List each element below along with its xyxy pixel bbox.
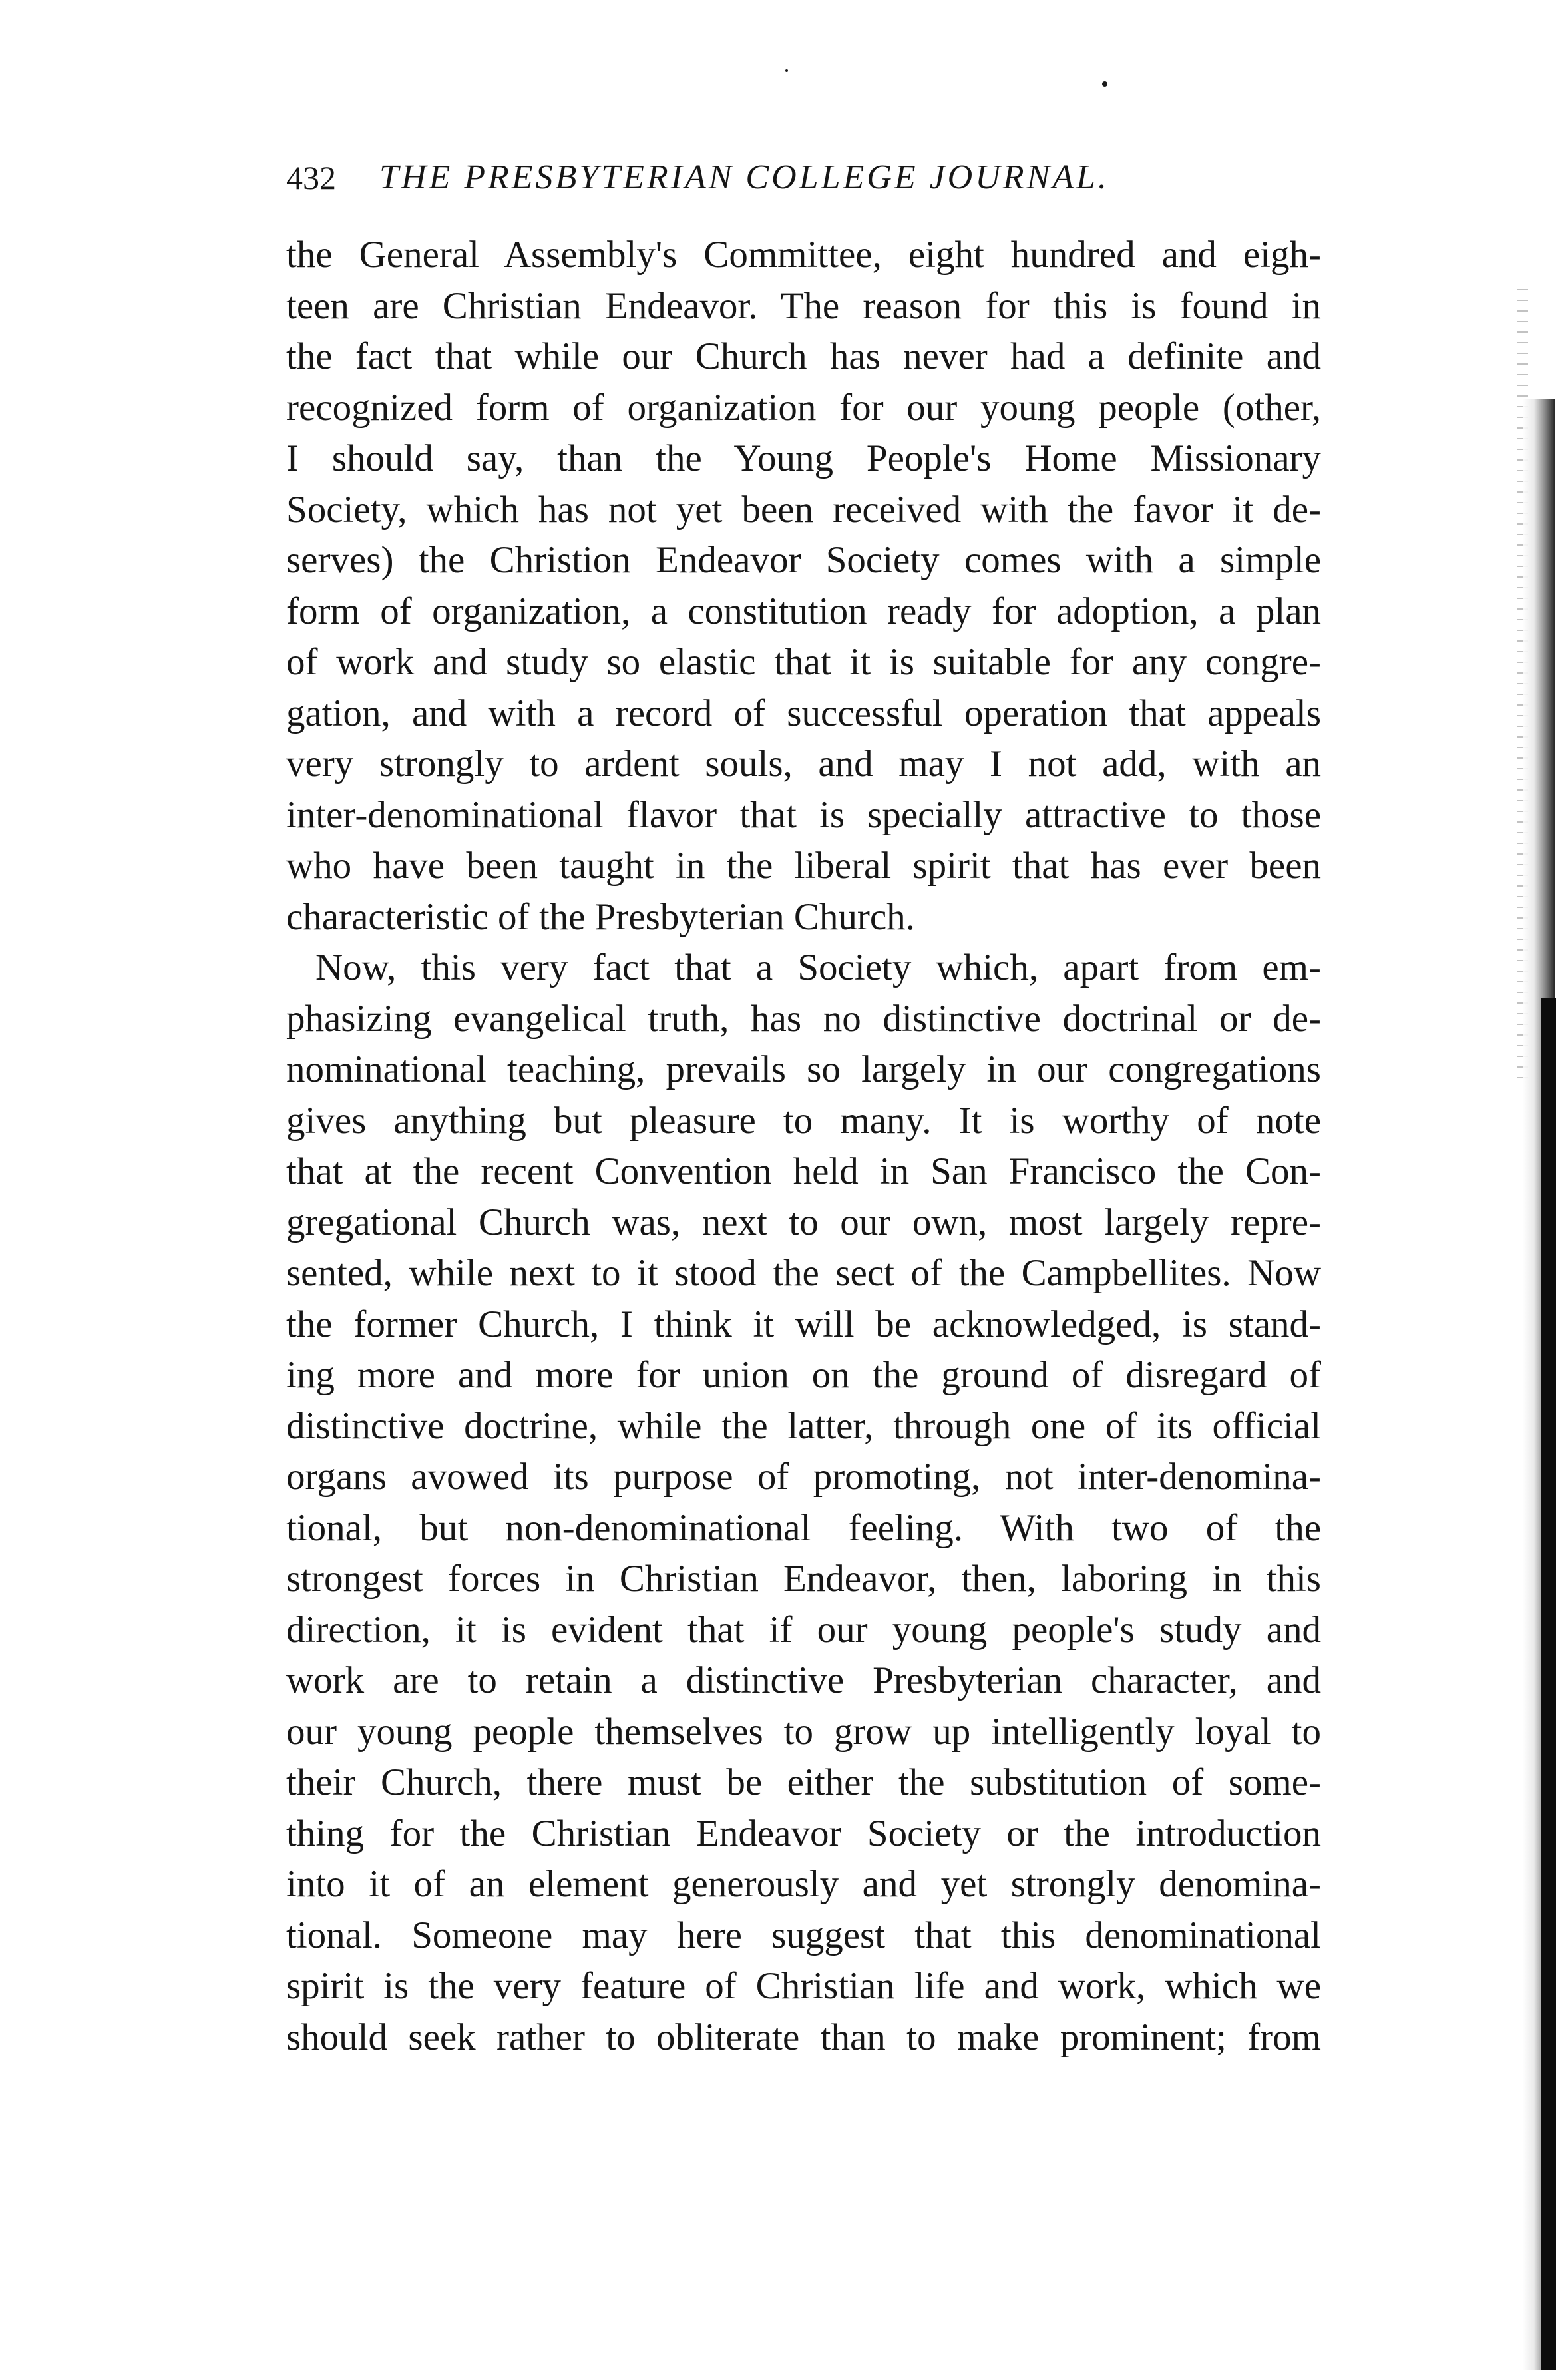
text-line: spirit is the very feature of Christian life and work, which we	[286, 1965, 1321, 2007]
text-line: their Church, there must be either the substitution of some-	[286, 1761, 1321, 1803]
text-line: ing more and more for union on the ground of disregard of	[286, 1354, 1321, 1396]
paragraph-1	[286, 230, 1321, 943]
text-line: nominational teaching, prevails so largely in our congregations	[286, 1048, 1321, 1090]
text-line: organs avowed its purpose of promoting, not inter-denomina-	[286, 1456, 1321, 1498]
text-line: should seek rather to obliterate than to make prominent; from	[286, 2016, 1321, 2058]
scan-speck	[785, 69, 788, 72]
text-line: I should say, than the Young People's Home Missionary	[286, 437, 1321, 479]
text-line: gregational Church was, next to our own, most largely repre-	[286, 1201, 1321, 1243]
text-line: our young people themselves to grow up intelligently loyal to	[286, 1710, 1321, 1753]
text-line: tional. Someone may here suggest that this denominational	[286, 1914, 1321, 1956]
text-line: teen are Christian Endeavor. The reason for this is found in	[286, 284, 1321, 327]
text-line: form of organization, a constitution ready for adoption, a plan	[286, 590, 1321, 632]
text-line: that at the recent Convention held in San Francisco the Con-	[286, 1150, 1321, 1192]
text-line: thing for the Christian Endeavor Society or the introduction	[286, 1812, 1321, 1854]
text-line: gation, and with a record of successful operation that appeals	[286, 692, 1321, 734]
page-number: 432	[286, 159, 336, 196]
paragraph-2	[286, 943, 1321, 2063]
text-line: Society, which has not yet been received with the favor it de-	[286, 488, 1321, 531]
text-line: of work and study so elastic that it is suitable for any congre-	[286, 641, 1321, 683]
scan-speck	[1102, 81, 1107, 87]
text-line: strongest forces in Christian Endeavor, then, laboring in this	[286, 1558, 1321, 1600]
text-line: sented, while next to it stood the sect of the Campbellites. Now	[286, 1252, 1321, 1294]
body-text	[286, 230, 1321, 2063]
text-line: distinctive doctrine, while the latter, through one of its official	[286, 1405, 1321, 1447]
text-line: the former Church, I think it will be acknowledged, is stand-	[286, 1303, 1321, 1345]
text-line: direction, it is evident that if our young people's study and	[286, 1608, 1321, 1651]
text-line: gives anything but pleasure to many. It is worthy of note	[286, 1099, 1321, 1142]
text-line: Now, this very fact that a Society which, apart from em-	[315, 947, 1321, 988]
text-line: characteristic of the Presbyterian Church.	[286, 895, 915, 938]
text-line: serves) the Christion Endeavor Society comes with a simple	[286, 539, 1321, 581]
text-line: into it of an element generously and yet strongly denomina-	[286, 1863, 1321, 1905]
text-line: the General Assembly's Committee, eight hundred and eigh-	[286, 234, 1321, 276]
text-line: recognized form of organization for our young people (other,	[286, 386, 1321, 429]
text-line: phasizing evangelical truth, has no distinctive doctrinal or de-	[286, 997, 1321, 1040]
text-line: inter-denominational flavor that is specially attractive to those	[286, 793, 1321, 836]
scan-binding-shadow	[1541, 998, 1556, 2370]
text-line: very strongly to ardent souls, and may I not add, with an	[286, 743, 1321, 785]
text-line: the fact that while our Church has never had a definite and	[286, 335, 1321, 377]
running-head: THE PRESBYTERIAN COLLEGE JOURNAL.	[379, 158, 1109, 196]
text-line: tional, but non-denominational feeling. With two of the	[286, 1506, 1321, 1549]
text-line: work are to retain a distinctive Presbyterian character, and	[286, 1659, 1321, 1701]
text-line: who have been taught in the liberal spirit that has ever been	[286, 845, 1321, 887]
page-header	[286, 154, 1324, 201]
